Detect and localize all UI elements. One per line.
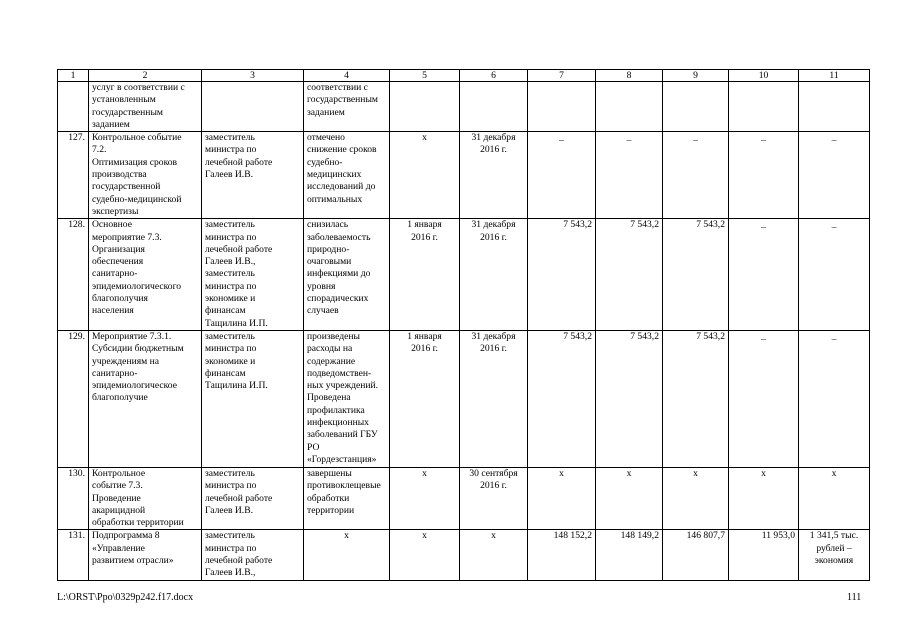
activity-name: Контрольное событие 7.2. Оптимизация сроков производства государственной судебно-медицинской экспертизы xyxy=(89,132,202,219)
row-number: 128. xyxy=(58,219,89,331)
expected-result: х xyxy=(304,530,390,580)
value-col9: х xyxy=(663,467,729,529)
end-date: 31 декабря 2016 г. xyxy=(460,219,528,331)
document-table xyxy=(57,69,870,581)
row-number: 131. xyxy=(58,530,89,580)
activity-name: Основное мероприятие 7.3. Организация обеспечения санитарно- эпидемиологического благополучия населения xyxy=(89,219,202,331)
value-col11: х xyxy=(799,467,870,529)
end-date: х xyxy=(460,530,528,580)
start-date: х xyxy=(390,467,460,529)
value-col10: х xyxy=(729,467,799,529)
column-number: 3 xyxy=(202,70,304,82)
value-col11 xyxy=(799,82,870,132)
value-col7: х xyxy=(528,467,596,529)
value-col10 xyxy=(729,82,799,132)
start-date xyxy=(390,82,460,132)
expected-result: снизилась заболеваемость природно- очаговыми инфекциями до уровня спорадических случаев xyxy=(304,219,390,331)
column-number: 7 xyxy=(528,70,596,82)
value-col9: 146 807,7 xyxy=(663,530,729,580)
footer-file-path: L:\ORST\Ppo\0329p242.f17.docx xyxy=(57,592,194,603)
column-number: 1 xyxy=(58,70,89,82)
expected-result: завершены противоклещевые обработки территории xyxy=(304,467,390,529)
table-row xyxy=(58,330,870,467)
responsible: заместитель министра по лечебной работе Галеев И.В. xyxy=(202,132,304,219)
value-col11: _ xyxy=(799,219,870,331)
column-number: 2 xyxy=(89,70,202,82)
value-col10: _ xyxy=(729,132,799,219)
column-number: 8 xyxy=(596,70,663,82)
value-col9: _ xyxy=(663,132,729,219)
value-col11: _ xyxy=(799,330,870,467)
table-row xyxy=(58,219,870,331)
column-number: 9 xyxy=(663,70,729,82)
expected-result: произведены расходы на содержание подведомствен- ных учреждений. Проведена профилактика инфекционных заболеваний ГБУ РО «Гордезстанция» xyxy=(304,330,390,467)
end-date: 31 декабря 2016 г. xyxy=(460,132,528,219)
row-number: 129. xyxy=(58,330,89,467)
table-row xyxy=(58,467,870,529)
responsible: заместитель министра по экономике и финансам Тащилина И.П. xyxy=(202,330,304,467)
activity-name: Подпрограмма 8 «Управление развитием отрасли» xyxy=(89,530,202,580)
value-col8: х xyxy=(596,467,663,529)
expected-result: соответствии с государственным заданием xyxy=(304,82,390,132)
end-date: 31 декабря 2016 г. xyxy=(460,330,528,467)
value-col10: 11 953,0 xyxy=(729,530,799,580)
start-date: 1 января 2016 г. xyxy=(390,219,460,331)
value-col7: 148 152,2 xyxy=(528,530,596,580)
value-col7: _ xyxy=(528,132,596,219)
responsible xyxy=(202,82,304,132)
value-col9: 7 543,2 xyxy=(663,330,729,467)
value-col10: _ xyxy=(729,219,799,331)
value-col11: 1 341,5 тыс. рублей – экономия xyxy=(799,530,870,580)
responsible: заместитель министра по лечебной работе Галеев И.В., xyxy=(202,530,304,580)
responsible: заместитель министра по лечебной работе Галеев И.В., заместитель министра по экономике и финансам Тащилина И.П. xyxy=(202,219,304,331)
column-number: 11 xyxy=(799,70,870,82)
start-date: 1 января 2016 г. xyxy=(390,330,460,467)
value-col11: _ xyxy=(799,132,870,219)
activity-name: Мероприятие 7.3.1. Субсидии бюджетным учреждениям на санитарно- эпидемиологическое благополучие xyxy=(89,330,202,467)
value-col8: _ xyxy=(596,132,663,219)
value-col8 xyxy=(596,82,663,132)
start-date: х xyxy=(390,530,460,580)
table-row xyxy=(58,82,870,132)
value-col7: 7 543,2 xyxy=(528,219,596,331)
value-col10: _ xyxy=(729,330,799,467)
start-date: х xyxy=(390,132,460,219)
end-date: 30 сентября 2016 г. xyxy=(460,467,528,529)
value-col7: 7 543,2 xyxy=(528,330,596,467)
value-col9: 7 543,2 xyxy=(663,219,729,331)
value-col9 xyxy=(663,82,729,132)
column-number: 6 xyxy=(460,70,528,82)
page-number: 111 xyxy=(847,592,862,603)
value-col8: 7 543,2 xyxy=(596,219,663,331)
end-date xyxy=(460,82,528,132)
column-number: 10 xyxy=(729,70,799,82)
column-number-row xyxy=(58,70,870,82)
row-number: 130. xyxy=(58,467,89,529)
column-number: 5 xyxy=(390,70,460,82)
table-row xyxy=(58,530,870,580)
activity-name: услуг в соответствии с установленным государственным заданием xyxy=(89,82,202,132)
value-col8: 7 543,2 xyxy=(596,330,663,467)
value-col8: 148 149,2 xyxy=(596,530,663,580)
value-col7 xyxy=(528,82,596,132)
row-number xyxy=(58,82,89,132)
responsible: заместитель министра по лечебной работе Галеев И.В. xyxy=(202,467,304,529)
table-row xyxy=(58,132,870,219)
expected-result: отмечено снижение сроков судебно- медицинских исследований до оптимальных xyxy=(304,132,390,219)
column-number: 4 xyxy=(304,70,390,82)
activity-name: Контрольное событие 7.3. Проведение акарицидной обработки территории xyxy=(89,467,202,529)
row-number: 127. xyxy=(58,132,89,219)
